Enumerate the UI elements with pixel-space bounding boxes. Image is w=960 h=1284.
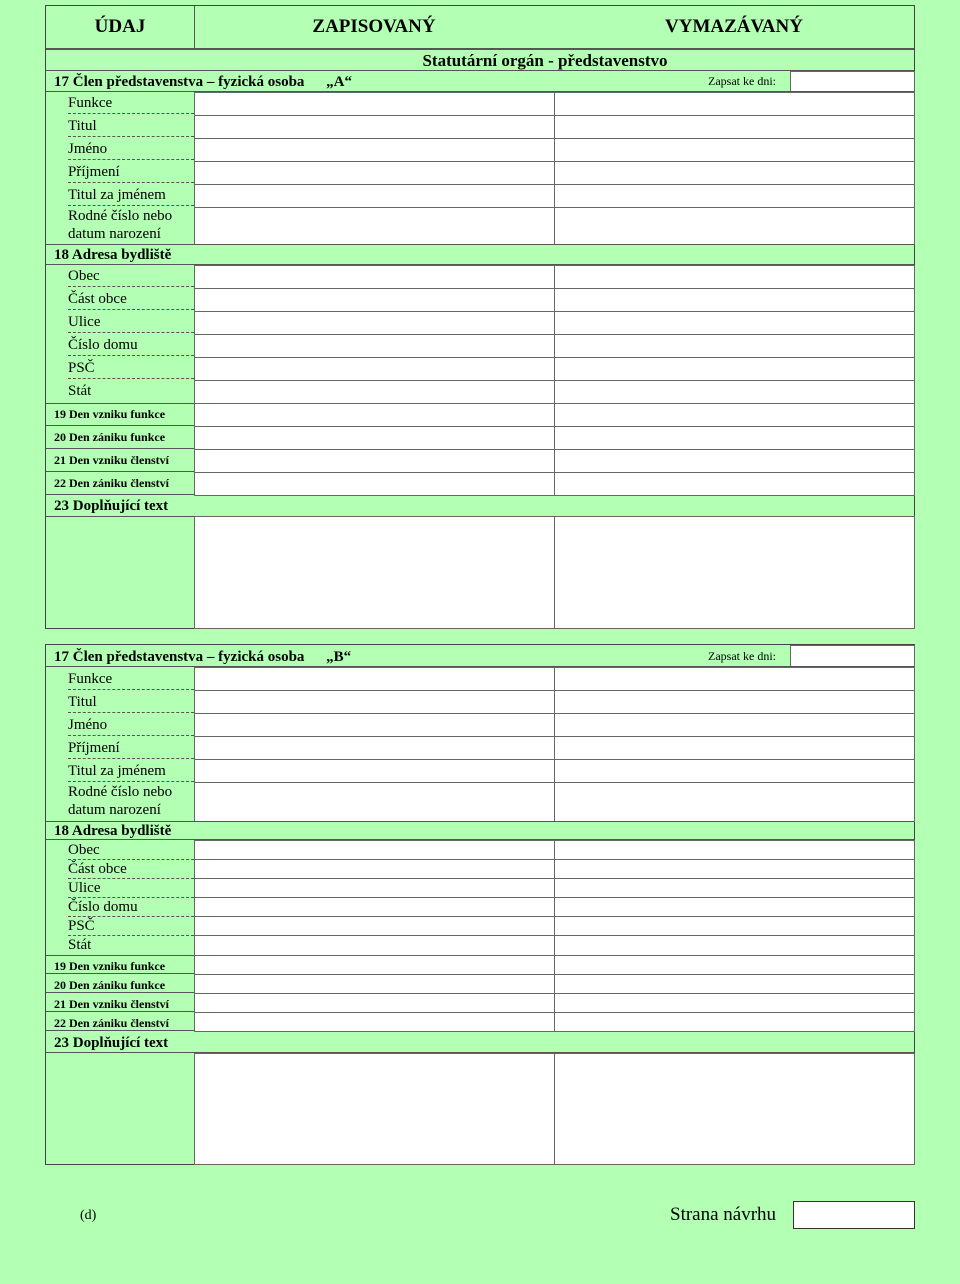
den-vzniku-funkce-zapisovany[interactable]: [194, 403, 555, 427]
den-zaniku-funkce-vymazavany[interactable]: [554, 426, 915, 450]
cislo-domu-zapisovany[interactable]: [194, 334, 555, 358]
address-line: [46, 244, 914, 265]
jmeno-zapisovany[interactable]: [194, 713, 555, 737]
cislo-domu-vymazavany[interactable]: [554, 897, 915, 917]
extra-title: 23 Doplňující text: [54, 1035, 169, 1051]
section-title-text: Statutární orgán - představenstvo: [422, 51, 668, 70]
psc-vymazavany[interactable]: [554, 357, 915, 381]
cislo-domu-zapisovany[interactable]: [194, 897, 555, 917]
dash: [68, 859, 194, 860]
label-prijmeni: Příjmení: [68, 164, 120, 180]
titul-zapisovany[interactable]: [194, 690, 555, 714]
section-title-line: [46, 49, 914, 71]
dash: [68, 712, 194, 713]
titul-za-jmenem-vymazavany[interactable]: [554, 759, 915, 783]
label-titul-za-jmenem: Titul za jménem: [68, 763, 166, 779]
funkce-vymazavany[interactable]: [554, 667, 915, 691]
cast-obce-zapisovany[interactable]: [194, 859, 555, 879]
page-label: Strana návrhu: [670, 1204, 777, 1225]
dash: [68, 689, 194, 690]
den-vzniku-clenstvi-zapisovany[interactable]: [194, 993, 555, 1013]
prijmeni-vymazavany[interactable]: [554, 161, 915, 185]
block-b-title-line: [46, 645, 914, 667]
ulice-zapisovany[interactable]: [194, 878, 555, 898]
label-rodne-cislo: Rodné číslo nebo: [68, 208, 173, 224]
label-prijmeni: Příjmení: [68, 740, 120, 756]
prijmeni-zapisovany[interactable]: [194, 736, 555, 760]
header-udaj: ÚDAJ: [94, 16, 146, 37]
den-vzniku-funkce-vymazavany[interactable]: [554, 403, 915, 427]
doplnujici-text-zapisovany[interactable]: [194, 1053, 555, 1165]
psc-vymazavany[interactable]: [554, 916, 915, 936]
header-zapisovany: ZAPISOVANÝ: [312, 16, 436, 37]
label-stat: Stát: [68, 937, 92, 953]
label-psc: PSČ: [68, 918, 95, 934]
titul-za-jmenem-zapisovany[interactable]: [194, 759, 555, 783]
page-number-field[interactable]: [793, 1201, 915, 1229]
label-ulice: Ulice: [68, 880, 101, 896]
titul-vymazavany[interactable]: [554, 690, 915, 714]
dash: [68, 781, 194, 782]
stat-zapisovany[interactable]: [194, 380, 555, 404]
jmeno-vymazavany[interactable]: [554, 138, 915, 162]
funkce-vymazavany[interactable]: [554, 92, 915, 116]
block-a-title-text: 17 Člen představenstva – fyzická osoba: [54, 74, 305, 90]
label-obec: Obec: [68, 268, 100, 284]
label-titul: Titul: [68, 118, 97, 134]
dash: [68, 332, 194, 333]
label-psc: PSČ: [68, 360, 95, 376]
dash: [68, 378, 194, 379]
label-den-zaniku-clenstvi: 22 Den zániku členství: [54, 476, 170, 490]
form-block-a: [45, 5, 915, 629]
zapsat-ke-dni-label-b: Zapsat ke dni:: [708, 649, 776, 663]
stat-zapisovany[interactable]: [194, 935, 555, 956]
stat-vymazavany[interactable]: [554, 380, 915, 404]
obec-zapisovany[interactable]: [194, 840, 555, 860]
dash: [68, 935, 194, 936]
ulice-vymazavany[interactable]: [554, 311, 915, 335]
label-cislo-domu: Číslo domu: [68, 899, 138, 915]
cast-obce-zapisovany[interactable]: [194, 288, 555, 312]
dash: [68, 355, 194, 356]
dash: [68, 113, 194, 114]
label-jmeno: Jméno: [68, 717, 108, 733]
address-line: [46, 821, 914, 840]
dash: [68, 286, 194, 287]
label-obec: Obec: [68, 842, 100, 858]
jmeno-vymazavany[interactable]: [554, 713, 915, 737]
header-vymazavany: VYMAZÁVANÝ: [665, 16, 803, 37]
titul-zapisovany[interactable]: [194, 115, 555, 139]
label-funkce: Funkce: [68, 671, 113, 687]
den-zaniku-clenstvi-zapisovany[interactable]: [194, 472, 555, 496]
rodne-cislo-zapisovany[interactable]: [194, 207, 555, 245]
cast-obce-vymazavany[interactable]: [554, 288, 915, 312]
den-vzniku-funkce-zapisovany[interactable]: [194, 955, 555, 975]
block-a-letter: „A“: [326, 74, 353, 90]
zapsat-ke-dni-label-a: Zapsat ke dni:: [708, 74, 776, 88]
obec-vymazavany[interactable]: [554, 840, 915, 860]
obec-vymazavany[interactable]: [554, 265, 915, 289]
cast-obce-vymazavany[interactable]: [554, 859, 915, 879]
dash: [68, 159, 194, 160]
prijmeni-zapisovany[interactable]: [194, 161, 555, 185]
den-vzniku-funkce-vymazavany[interactable]: [554, 955, 915, 975]
label-cast-obce: Část obce: [68, 861, 127, 877]
rodne-cislo-vymazavany[interactable]: [554, 782, 915, 822]
doplnujici-text-zapisovany[interactable]: [194, 516, 555, 629]
dash: [68, 916, 194, 917]
extra-title-line: [46, 495, 914, 517]
stat-vymazavany[interactable]: [554, 935, 915, 956]
label-den-vzniku-clenstvi: 21 Den vzniku členství: [54, 997, 170, 1011]
label-den-vzniku-clenstvi: 21 Den vzniku členství: [54, 453, 170, 467]
label-titul: Titul: [68, 694, 97, 710]
den-vzniku-clenstvi-zapisovany[interactable]: [194, 449, 555, 473]
dash: [68, 758, 194, 759]
titul-vymazavany[interactable]: [554, 115, 915, 139]
label-den-vzniku-funkce: 19 Den vzniku funkce: [54, 959, 166, 973]
cislo-domu-vymazavany[interactable]: [554, 334, 915, 358]
den-zaniku-funkce-zapisovany[interactable]: [194, 974, 555, 994]
label-den-zaniku-clenstvi: 22 Den zániku členství: [54, 1016, 170, 1030]
label-datum-narozeni: datum narození: [68, 802, 161, 818]
titul-za-jmenem-vymazavany[interactable]: [554, 184, 915, 208]
titul-za-jmenem-zapisovany[interactable]: [194, 184, 555, 208]
label-datum-narozeni: datum narození: [68, 226, 161, 242]
jmeno-zapisovany[interactable]: [194, 138, 555, 162]
address-title: 18 Adresa bydliště: [54, 823, 172, 839]
den-zaniku-funkce-zapisovany[interactable]: [194, 426, 555, 450]
ulice-zapisovany[interactable]: [194, 311, 555, 335]
label-ulice: Ulice: [68, 314, 101, 330]
den-vzniku-clenstvi-vymazavany[interactable]: [554, 993, 915, 1013]
funkce-zapisovany[interactable]: [194, 667, 555, 691]
address-title: 18 Adresa bydliště: [54, 247, 172, 263]
extra-title-line: [46, 1031, 914, 1053]
label-den-zaniku-funkce: 20 Den zániku funkce: [54, 978, 166, 992]
label-cast-obce: Část obce: [68, 291, 127, 307]
label-titul-za-jmenem: Titul za jménem: [68, 187, 166, 203]
dash: [68, 309, 194, 310]
psc-zapisovany[interactable]: [194, 357, 555, 381]
obec-zapisovany[interactable]: [194, 265, 555, 289]
label-stat: Stát: [68, 383, 92, 399]
dash: [68, 878, 194, 879]
header-line: [46, 6, 914, 49]
label-jmeno: Jméno: [68, 141, 108, 157]
block-b-letter: „B“: [326, 649, 352, 665]
doplnujici-text-vymazavany[interactable]: [554, 516, 915, 629]
label-rodne-cislo: Rodné číslo nebo: [68, 784, 173, 800]
dash: [68, 182, 194, 183]
extra-title: 23 Doplňující text: [54, 498, 169, 514]
funkce-zapisovany[interactable]: [194, 92, 555, 116]
label-cislo-domu: Číslo domu: [68, 337, 138, 353]
den-vzniku-clenstvi-vymazavany[interactable]: [554, 449, 915, 473]
doplnujici-text-vymazavany[interactable]: [554, 1053, 915, 1165]
label-funkce: Funkce: [68, 95, 113, 111]
label-den-vzniku-funkce: 19 Den vzniku funkce: [54, 407, 166, 421]
label-den-zaniku-funkce: 20 Den zániku funkce: [54, 430, 166, 444]
den-zaniku-clenstvi-vymazavany[interactable]: [554, 1012, 915, 1032]
footer-d: (d): [80, 1208, 97, 1223]
block-b-title-text: 17 Člen představenstva – fyzická osoba: [54, 649, 305, 665]
den-zaniku-clenstvi-vymazavany[interactable]: [554, 472, 915, 496]
dash: [68, 735, 194, 736]
dash: [68, 897, 194, 898]
prijmeni-vymazavany[interactable]: [554, 736, 915, 760]
dash: [68, 205, 194, 206]
ulice-vymazavany[interactable]: [554, 878, 915, 898]
rodne-cislo-zapisovany[interactable]: [194, 782, 555, 822]
den-zaniku-clenstvi-zapisovany[interactable]: [194, 1012, 555, 1032]
block-a-title-line: [46, 71, 914, 92]
den-zaniku-funkce-vymazavany[interactable]: [554, 974, 915, 994]
psc-zapisovany[interactable]: [194, 916, 555, 936]
form-block-b: [45, 644, 915, 1165]
dash: [68, 136, 194, 137]
rodne-cislo-vymazavany[interactable]: [554, 207, 915, 245]
